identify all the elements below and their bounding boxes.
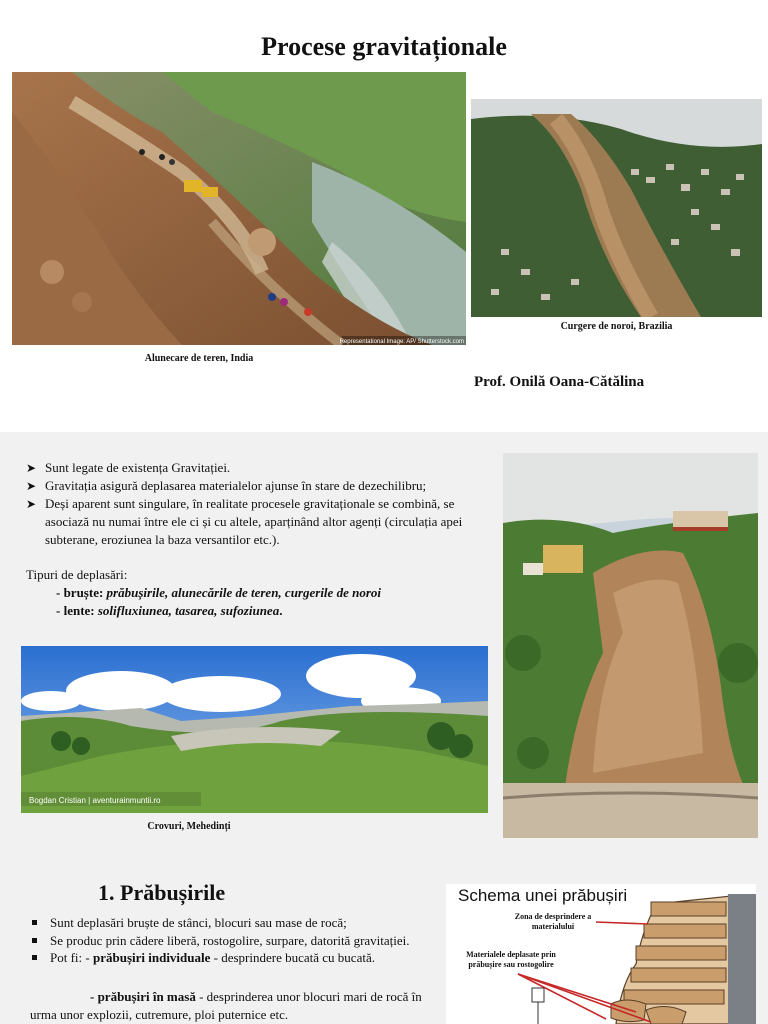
crovuri-photo bbox=[21, 646, 488, 813]
mudflow-brazil-photo bbox=[471, 99, 762, 317]
prabusiri-bullet-list bbox=[30, 914, 430, 967]
landslide-india-photo bbox=[12, 72, 466, 345]
types-heading: Tipuri de deplasări: bbox=[26, 567, 128, 582]
caption-landslide: Alunecare de teren, India bbox=[144, 353, 254, 364]
arrow-bullet-icon: ➤ bbox=[26, 479, 37, 493]
square-bullet-icon bbox=[32, 938, 37, 943]
caption-crovuri: Crovuri, Mehedinți bbox=[147, 821, 231, 832]
landslide-india-illustration bbox=[12, 72, 466, 345]
arrow-bullet-icon: ➤ bbox=[26, 461, 37, 475]
photo-watermark: Representational Image: AP/ Shutterstock.com bbox=[339, 339, 464, 345]
section-heading: 1. Prăbușirile bbox=[98, 880, 226, 905]
prabusiri-bullet: Pot fi: - prăbușiri individuale - desprindere bucată cu bucată. bbox=[30, 949, 430, 967]
arrow-bullet-icon: ➤ bbox=[26, 497, 37, 511]
author-name: Prof. Onilă Oana-Cătălina bbox=[474, 374, 645, 390]
types-lente-row: - lente: solifluxiunea, tasarea, sufoziunea. bbox=[56, 603, 283, 618]
crovuri-photo-credit: Bogdan Cristian | aventurainmuntii.ro bbox=[29, 796, 161, 805]
landslide-houses-photo bbox=[503, 453, 758, 838]
schema-label-deposits: Materialele deplasate prin prăbușire sau rostogolire bbox=[466, 950, 556, 969]
intro-bullet-list bbox=[26, 459, 496, 549]
collapse-schema bbox=[446, 884, 756, 1024]
types-brusc-row: - bruște: prăbușirile, alunecările de teren, curgerile de noroi bbox=[56, 585, 381, 600]
intro-bullet: ➤ Gravitația asigură deplasarea materialelor ajunse în stare de dezechilibru; bbox=[26, 478, 427, 493]
schema-title: Schema unei prăbușiri bbox=[458, 886, 628, 905]
schema-label-detachment: Zona de desprindere a materialului bbox=[514, 912, 592, 931]
prabusiri-bullet: Se produc prin cădere liberă, rostogolire, surpare, datorită gravitației. bbox=[30, 932, 430, 950]
prabusiri-bullet: Sunt deplasări bruște de stânci, blocuri sau mase de rocă; bbox=[30, 914, 430, 932]
intro-bullet: ➤ Deși aparent sunt singulare, în realitate procesele gravitaționale se combină, se asociază nu numai între ele ci și cu altele, aparținând altor agenți (circulația apei subterane, eroziunea la baza versantilor etc.). bbox=[26, 496, 463, 547]
caption-mudflow: Curgere de noroi, Brazilia bbox=[560, 321, 673, 332]
page-title: Procese gravitaționale bbox=[261, 32, 507, 61]
movement-types bbox=[26, 566, 496, 620]
square-bullet-icon bbox=[32, 955, 37, 960]
prabusiri-mass-line: - prăbușiri în masă - desprinderea unor blocuri mari de rocă în urma unor explozii, cutremure, ploi puternice etc. bbox=[30, 989, 422, 1022]
mudflow-brazil-illustration bbox=[471, 99, 762, 317]
schema-diagram bbox=[446, 884, 756, 1024]
square-bullet-icon bbox=[32, 920, 37, 925]
crovuri-illustration bbox=[21, 646, 488, 813]
intro-bullet: ➤ Sunt legate de existența Gravitației. bbox=[26, 460, 231, 475]
landslide-houses-illustration bbox=[503, 453, 758, 838]
